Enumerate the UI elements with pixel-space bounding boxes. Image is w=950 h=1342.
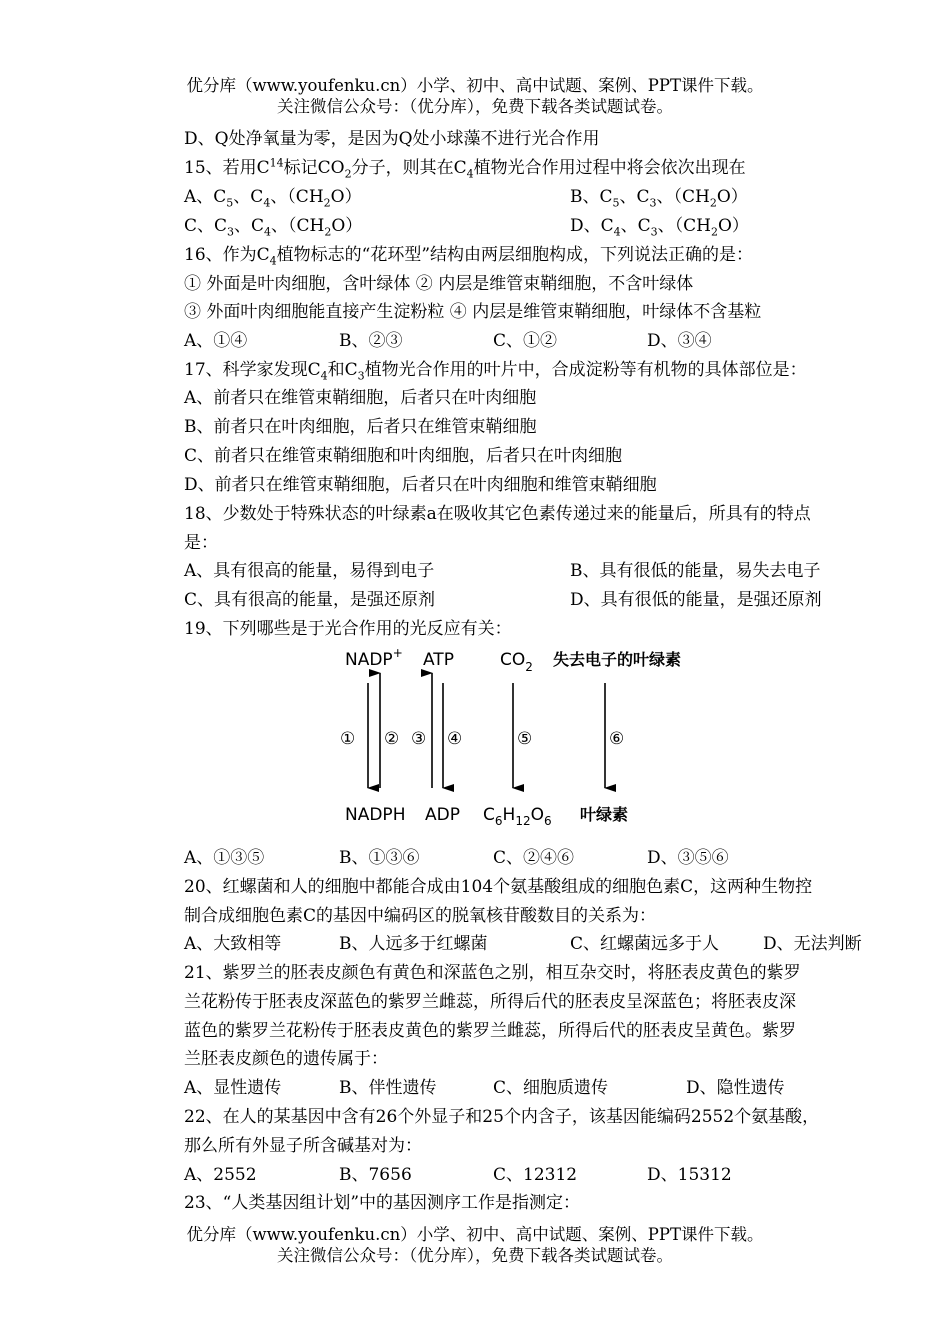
q17-option-d: D、前者只在维管束鞘细胞，后者只在叶肉细胞和维管束鞘细胞 <box>184 475 657 495</box>
page-footer-line2: 关注微信公众号：（优分库），免费下载各类试题试卷。 <box>277 1246 673 1265</box>
label-n5: ⑤ <box>517 729 533 749</box>
q22-option-d: D、15312 <box>647 1165 732 1185</box>
q21-option-a: A、显性遗传 <box>184 1078 282 1098</box>
q18-option-a: A、具有很高的能量，易得到电子 <box>184 561 435 581</box>
q20-option-c: C、红螺菌远多于人 <box>570 934 720 954</box>
q16-statements-1: ① 外面是叶肉细胞，含叶绿体 ② 内层是维管束鞘细胞，不含叶绿体 <box>184 274 694 294</box>
label-co2: $CO_2$ <box>500 650 533 674</box>
label-adp: ADP <box>425 805 460 825</box>
label-n4: ④ <box>447 729 463 749</box>
light-reaction-diagram <box>335 643 682 833</box>
q22-option-c: C、12312 <box>493 1165 578 1185</box>
label-chlorophyll: 叶绿素 <box>580 805 629 824</box>
q21-option-b: B、伴性遗传 <box>339 1078 437 1098</box>
q21-option-c: C、细胞质遗传 <box>493 1078 609 1098</box>
q17-option-c: C、前者只在维管束鞘细胞和叶肉细胞，后者只在叶肉细胞 <box>184 446 623 466</box>
label-glucose: $C_6H_{12}O_6$ <box>483 805 552 828</box>
q22-stem-line1: 22、在人的某基因中含有26个外显子和25个内含子，该基因能编码2552个氨基酸， <box>184 1107 820 1127</box>
q20-option-d: D、无法判断 <box>763 934 862 954</box>
q21-stem-line1: 21、紫罗兰的胚表皮颜色有黄色和深蓝色之别，相互杂交时，将胚表皮黄色的紫罗 <box>184 963 801 983</box>
q18-option-c: C、具有很高的能量，是强还原剂 <box>184 590 436 610</box>
q20-option-a: A、大致相等 <box>184 934 282 954</box>
q16-option-b: B、②③ <box>339 331 403 351</box>
q21-stem-line3: 蓝色的紫罗兰花粉传于胚表皮黄色的紫罗兰雌蕊，所得后代的胚表皮呈黄色。紫罗 <box>184 1021 796 1041</box>
page-header-line2: 关注微信公众号：（优分库），免费下载各类试题试卷。 <box>277 97 673 116</box>
q19-option-b: B、①③⑥ <box>339 848 420 868</box>
q22-option-a: A、2552 <box>184 1165 257 1185</box>
q16-option-d: D、③④ <box>647 331 712 351</box>
q21-stem-line2: 兰花粉传于胚表皮深蓝色的紫罗兰雌蕊，所得后代的胚表皮呈深蓝色；将胚表皮深 <box>184 992 796 1012</box>
label-n3: ③ <box>411 729 427 749</box>
q19-option-a: A、①③⑤ <box>184 848 265 868</box>
q16-option-a: A、①④ <box>184 331 248 351</box>
label-n2: ② <box>384 729 400 749</box>
q21-option-d: D、隐性遗传 <box>686 1078 785 1098</box>
page-footer-line1: 优分库（www.youfenku.cn）小学、初中、高中试题、案例、PPT课件下载。 <box>186 1225 764 1244</box>
label-n1: ① <box>340 729 356 749</box>
q22-option-b: B、7656 <box>339 1165 412 1185</box>
q18-option-d: D、具有很低的能量，是强还原剂 <box>570 590 822 610</box>
page-header-line1: 优分库（www.youfenku.cn）小学、初中、高中试题、案例、PPT课件下载。 <box>186 76 764 95</box>
q14-option-d: D、Q处净氧量为零，是因为Q处小球藻不进行光合作用 <box>184 129 600 149</box>
q15-option-b: B、$C_5$、$C_3$、$(CH_2O)$ <box>570 187 748 210</box>
label-nadph: NADPH <box>345 805 406 825</box>
q17-option-b: B、前者只在叶肉细胞，后者只在维管束鞘细胞 <box>184 417 537 437</box>
q18-option-b: B、具有很低的能量，易失去电子 <box>570 561 821 581</box>
q15-stem: 15、若用$C^{14}$标记$CO_2$分子，则其在$C_4$植物光合作用过程中将会依次出现在 <box>184 156 746 181</box>
q16-stem: 16、作为$C_4$植物标志的“花环型”结构由两层细胞构成，下列说法正确的是： <box>184 245 754 268</box>
q15-option-a: A、$C_5$、$C_4$、$(CH_2O)$ <box>184 187 362 210</box>
q17-option-a: A、前者只在维管束鞘细胞，后者只在叶肉细胞 <box>184 388 537 408</box>
q18-stem-line1: 18、少数处于特殊状态的叶绿素a在吸收其它色素传递过来的能量后，所具有的特点 <box>184 504 811 524</box>
q18-stem-line2: 是： <box>184 533 218 553</box>
q19-option-d: D、③⑤⑥ <box>647 848 729 868</box>
q17-stem: 17、科学家发现$C_4$和$C_3$植物光合作用的叶片中，合成淀粉等有机物的具体部位是： <box>184 360 807 383</box>
label-atp: ATP <box>423 650 454 670</box>
q16-option-c: C、①② <box>493 331 558 351</box>
q19-stem: 19、下列哪些是于光合作用的光反应有关： <box>184 619 512 639</box>
q16-statements-2: ③ 外面叶肉细胞能直接产生淀粉粒 ④ 内层是维管束鞘细胞，叶绿体不含基粒 <box>184 302 762 322</box>
q20-stem-line2: 制合成细胞色素C的基因中编码区的脱氧核苷酸数目的关系为： <box>184 906 657 926</box>
q19-option-c: C、②④⑥ <box>493 848 575 868</box>
label-lost-electron-chlorophyll: 失去电子的叶绿素 <box>553 650 682 669</box>
q21-stem-line4: 兰胚表皮颜色的遗传属于： <box>184 1049 388 1069</box>
q22-stem-line2: 那么所有外显子所含碱基对为： <box>184 1136 422 1156</box>
q20-stem-line1: 20、红螺菌和人的细胞中都能合成由104个氨基酸组成的细胞色素C，这两种生物控 <box>184 877 813 897</box>
q23-stem: 23、“人类基因组计划”中的基因测序工作是指测定： <box>184 1193 581 1213</box>
q15-option-c: C、$C_3$、$C_4$、$(CH_2O)$ <box>184 216 363 239</box>
label-nadp: NADP+ <box>345 646 403 670</box>
label-n6: ⑥ <box>609 729 625 749</box>
q20-option-b: B、人远多于红螺菌 <box>339 934 488 954</box>
q15-option-d: D、$C_4$、$C_3$、$(CH_2O)$ <box>570 216 749 239</box>
